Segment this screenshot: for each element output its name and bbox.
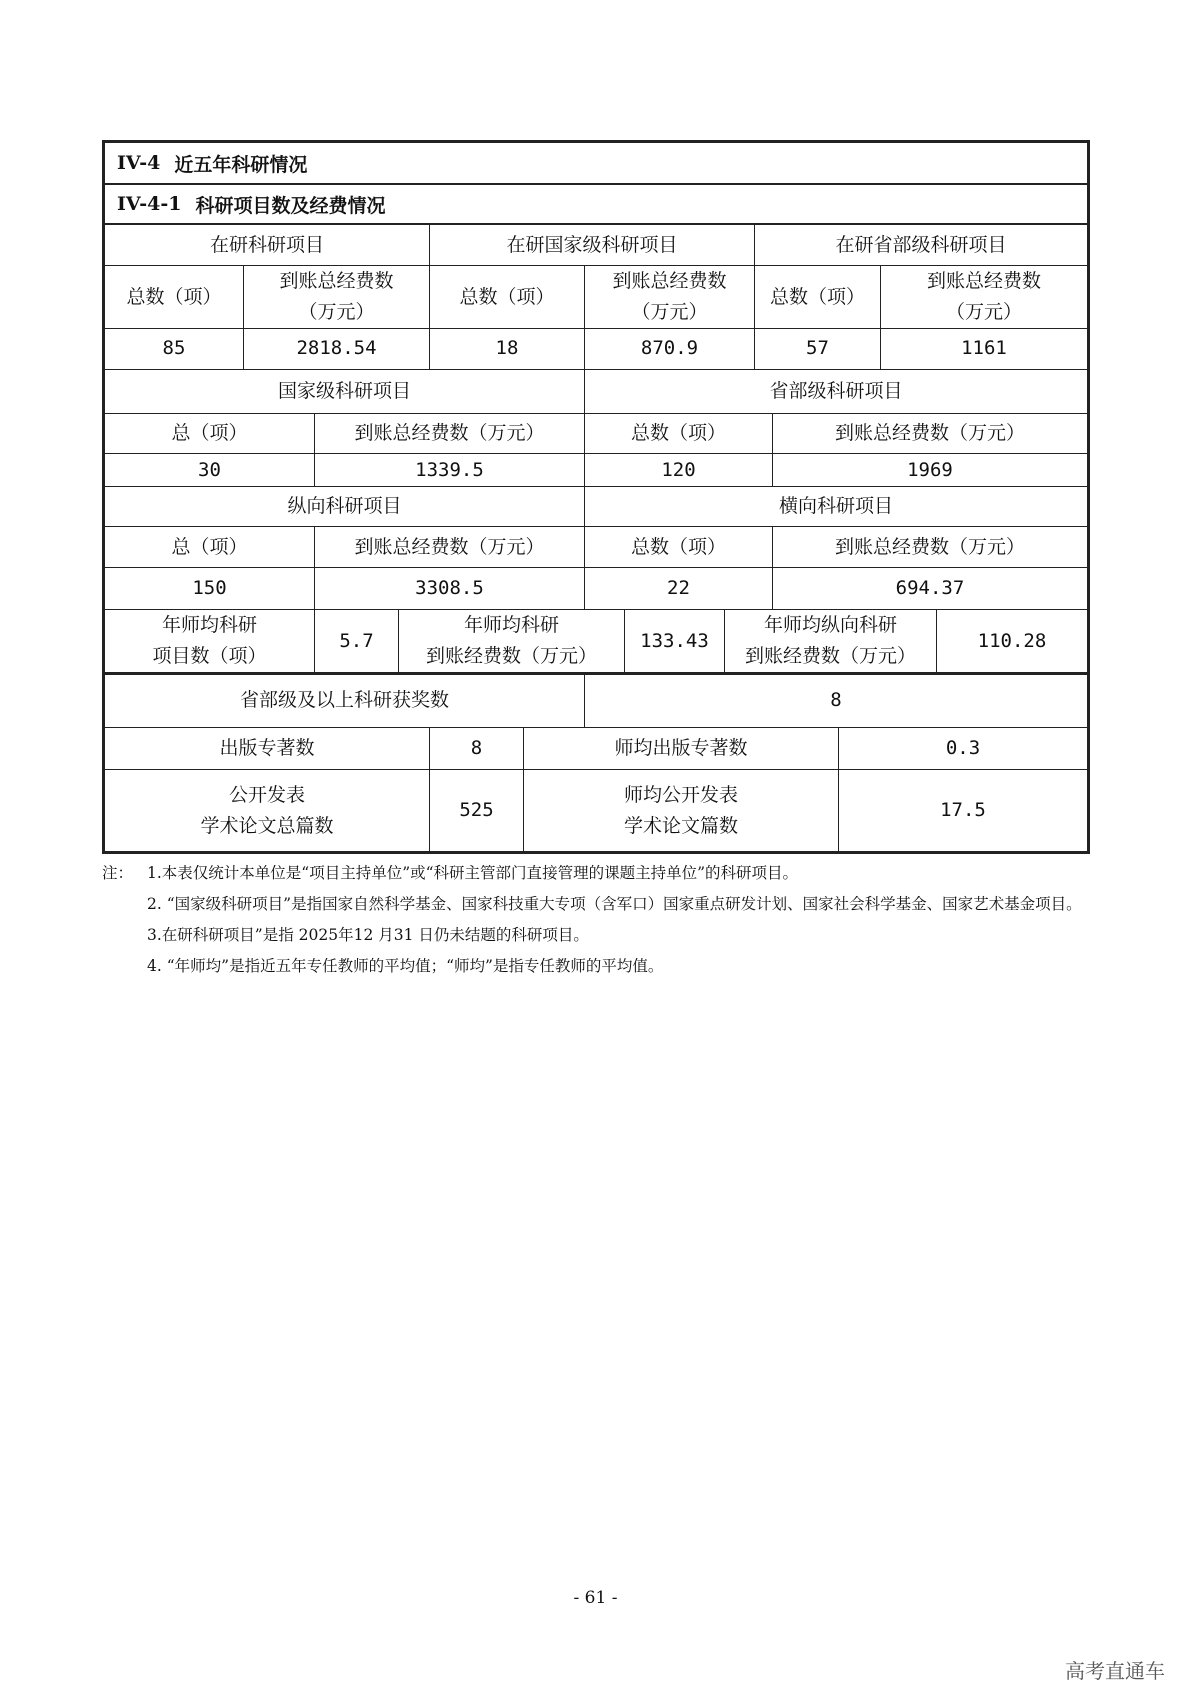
value-national-count: 18 <box>430 328 585 370</box>
page-number: - 61 - <box>573 1588 618 1608</box>
research-stats-table <box>102 140 1090 854</box>
value-provincial-count: 57 <box>755 328 881 370</box>
note-text: 2. “国家级科研项目”是指国家自然科学基金、国家科技重大专项（含军口）国家重点研发计划、国家社会科学基金、国家艺术基金项目。 <box>147 895 1082 913</box>
value-horizontal-funding: 694.37 <box>773 568 1087 610</box>
national-provincial-value-row <box>105 454 1087 487</box>
note-text: 1.本表仅统计本单位是“项目主持单位”或“科研主管部门直接管理的课题主持单位”的科研项目。 <box>147 864 798 882</box>
value-national-total: 30 <box>105 454 315 487</box>
section-title-text: 近五年科研情况 <box>174 153 308 176</box>
label-papers: 公开发表 学术论文总篇数 <box>105 770 430 851</box>
value-national-total-funding: 1339.5 <box>315 454 585 487</box>
sub-total-count: 总数（项） <box>585 527 773 568</box>
value-national-funding: 870.9 <box>585 328 755 370</box>
label-monographs-per-teacher: 师均出版专著数 <box>524 728 839 770</box>
sub-total-funding: 到账总经费数（万元） <box>773 414 1087 454</box>
sub-total-funding: 到账总经费数 （万元） <box>585 266 755 329</box>
subsection-title-text: 科研项目数及经费情况 <box>195 194 386 217</box>
note-item <box>102 920 1092 951</box>
national-provincial-header-row <box>105 370 1087 414</box>
section-title <box>105 143 1087 185</box>
value-monographs: 8 <box>430 728 524 770</box>
vertical-horizontal-header-row <box>105 487 1087 527</box>
sub-total-funding: 到账总经费数（万元） <box>315 527 585 568</box>
header-horizontal-projects: 横向科研项目 <box>585 487 1087 527</box>
awards-row <box>105 674 1087 728</box>
papers-row <box>105 770 1087 851</box>
value-papers-per-teacher: 17.5 <box>940 799 986 821</box>
value-provincial-total: 120 <box>585 454 773 487</box>
header-ongoing-projects: 在研科研项目 <box>105 225 430 266</box>
value-annual-funding-per-teacher: 133.43 <box>625 610 725 675</box>
label-papers-per-teacher: 师均公开发表 学术论文篇数 <box>524 770 839 851</box>
note-text: 4. “年师均”是指近五年专任教师的平均值；“师均”是指专任教师的平均值。 <box>147 957 664 975</box>
note-item <box>102 951 1092 982</box>
value-horizontal-total: 22 <box>585 568 773 610</box>
sub-total: 总（项） <box>105 527 315 568</box>
subsection-title <box>105 185 1087 225</box>
value-papers: 525 <box>430 770 524 851</box>
value-annual-vertical-funding-per-teacher: 110.28 <box>937 610 1087 675</box>
label-annual-projects-per-teacher: 年师均科研 项目数（项） <box>105 610 315 675</box>
header-ongoing-national-projects: 在研国家级科研项目 <box>430 225 755 266</box>
label-monographs: 出版专著数 <box>105 728 430 770</box>
label-awards: 省部级及以上科研获奖数 <box>105 674 585 728</box>
label-annual-funding-per-teacher: 年师均科研 到账经费数（万元） <box>399 610 625 675</box>
label-annual-vertical-funding-per-teacher: 年师均纵向科研 到账经费数（万元） <box>725 610 937 675</box>
table-notes <box>102 858 1092 982</box>
value-provincial-total-funding: 1969 <box>773 454 1087 487</box>
sub-total-count: 总数（项） <box>585 414 773 454</box>
national-provincial-subheader-row <box>105 414 1087 454</box>
ongoing-projects-value-row <box>105 328 1087 370</box>
sub-total-funding: 到账总经费数 （万元） <box>244 266 430 329</box>
note-text: 3.在研科研项目”是指 2025年12 月31 日仍未结题的科研项目。 <box>147 926 589 944</box>
header-national-projects: 国家级科研项目 <box>105 370 585 414</box>
monographs-row <box>105 728 1087 770</box>
ongoing-projects-subheader-row <box>105 266 1087 328</box>
watermark-text: 高考直通车 <box>1065 1659 1165 1683</box>
ongoing-projects-header-row <box>105 225 1087 266</box>
value-ongoing-count: 85 <box>105 328 244 370</box>
value-provincial-funding: 1161 <box>881 328 1087 370</box>
note-prefix: 注： <box>102 864 134 882</box>
vertical-horizontal-value-row <box>105 568 1087 610</box>
header-vertical-projects: 纵向科研项目 <box>105 487 585 527</box>
sub-total-count: 总数（项） <box>755 266 881 329</box>
sub-total-funding: 到账总经费数（万元） <box>315 414 585 454</box>
sub-total: 总（项） <box>105 414 315 454</box>
note-item <box>102 889 1092 920</box>
sub-total-funding: 到账总经费数 （万元） <box>881 266 1087 329</box>
per-teacher-row <box>105 610 1087 674</box>
subsection-code: IV-4-1 <box>117 193 182 215</box>
note-item <box>102 858 1092 889</box>
header-provincial-projects: 省部级科研项目 <box>585 370 1087 414</box>
value-vertical-funding: 3308.5 <box>315 568 585 610</box>
sub-total-count: 总数（项） <box>430 266 585 329</box>
vertical-horizontal-subheader-row <box>105 527 1087 568</box>
value-ongoing-funding: 2818.54 <box>244 328 430 370</box>
value-monographs-per-teacher: 0.3 <box>839 728 1087 770</box>
sub-total-count: 总数（项） <box>105 266 244 329</box>
section-code: IV-4 <box>117 152 161 174</box>
value-annual-projects-per-teacher: 5.7 <box>315 610 399 675</box>
sub-total-funding: 到账总经费数（万元） <box>773 527 1087 568</box>
header-ongoing-provincial-projects: 在研省部级科研项目 <box>755 225 1087 266</box>
value-vertical-total: 150 <box>105 568 315 610</box>
value-awards: 8 <box>585 674 1087 728</box>
